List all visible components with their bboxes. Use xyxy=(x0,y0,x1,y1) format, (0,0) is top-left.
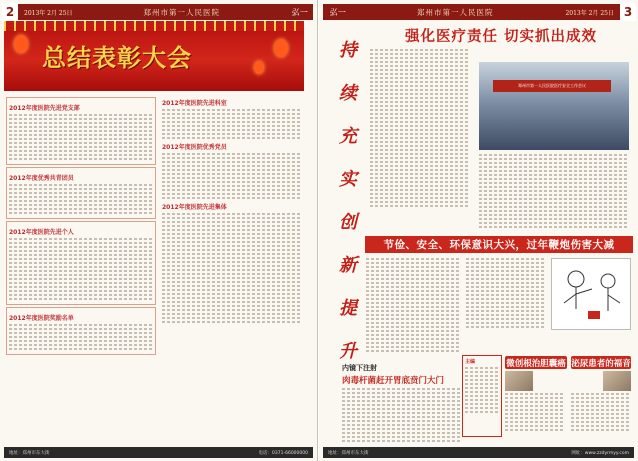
photo-caption xyxy=(479,152,629,230)
section-heading: 2012年度优秀共青团员 xyxy=(9,175,74,182)
page-header xyxy=(4,4,313,20)
inner-label: 内镜下注射 xyxy=(342,364,377,372)
banner xyxy=(4,21,304,91)
lantern-icon xyxy=(254,61,264,74)
cartoon-illustration xyxy=(551,258,631,330)
issue-date: 2013年 2月 25日 xyxy=(24,9,73,17)
lantern-icon xyxy=(14,35,28,53)
article-photo xyxy=(603,371,631,391)
curtain-decoration xyxy=(4,21,304,31)
meeting-photo xyxy=(479,62,629,150)
inner-headline: 肉毒杆菌赶开胃底贲门大门 xyxy=(342,376,445,386)
editor-box xyxy=(462,355,502,437)
newspaper-title: 郑州市第一人民医院 xyxy=(416,7,494,17)
editor-box-title: 主编 xyxy=(465,359,476,365)
left-page xyxy=(0,0,318,461)
article-text xyxy=(571,371,631,436)
article-tag: 微创根治胆囊癌 xyxy=(505,356,567,369)
slogan-char: 升 xyxy=(339,341,357,362)
page-number: 3 xyxy=(620,3,636,21)
slogan-char: 持 xyxy=(339,40,357,61)
article-text xyxy=(466,256,546,336)
section-heading: 2012年度医院先进个人 xyxy=(9,229,74,236)
article-photo xyxy=(505,371,533,391)
section-heading: 2012年度医院奖励名单 xyxy=(9,315,74,322)
article-text xyxy=(370,47,470,222)
awards-left-column xyxy=(6,95,156,443)
section-heading: 2012年度医院先进集体 xyxy=(162,204,227,211)
awards-right-column xyxy=(162,95,302,443)
slogan-char: 充 xyxy=(339,126,357,147)
banner-title: 总结表彰大会 xyxy=(42,43,192,72)
article-text xyxy=(366,256,461,361)
section-heading: 2012年度医院先进党支部 xyxy=(9,105,80,112)
main-headline: 强化医疗责任 切实抓出成效 xyxy=(404,28,598,45)
footer-address: 地址：郑州市东大街 xyxy=(9,450,50,456)
slogan-char: 续 xyxy=(339,83,357,104)
vertical-slogan xyxy=(333,36,363,363)
secondary-headline: 节俭、安全、环保意识大兴，过年鞭炮伤害大减 xyxy=(365,236,633,253)
slogan-char: 创 xyxy=(339,212,357,233)
article-tag: 泌尿患者的福音 xyxy=(571,356,631,369)
newspaper-logo: 弘一 xyxy=(329,7,345,17)
inner-article xyxy=(342,363,460,438)
slogan-char: 提 xyxy=(339,298,357,319)
slogan-char: 实 xyxy=(339,169,357,190)
article-text xyxy=(505,371,565,436)
lantern-icon xyxy=(274,39,288,57)
newspaper-logo: 弘一 xyxy=(290,7,307,17)
newspaper-title: 郑州市第一人民医院 xyxy=(143,7,221,17)
cartoon-figure-icon xyxy=(552,259,630,329)
page-number: 2 xyxy=(2,3,18,21)
footer-website: 网址：www.zzdyrmyy.com xyxy=(571,450,629,456)
page-footer xyxy=(4,447,313,458)
page-footer xyxy=(323,447,634,458)
section-heading: 2012年度医院优秀党员 xyxy=(162,144,227,151)
footer-address: 地址：郑州市东大街 xyxy=(328,450,369,456)
photo-banner: 郑州市第一人民医院医疗安全工作会议 xyxy=(493,80,611,92)
section-heading: 2012年度医院先进科室 xyxy=(162,100,227,107)
slogan-char: 新 xyxy=(339,255,357,276)
page-header xyxy=(323,4,634,20)
issue-date: 2013年 2月 25日 xyxy=(565,9,614,17)
footer-phone: 电话：0371-66000000 xyxy=(258,450,308,456)
